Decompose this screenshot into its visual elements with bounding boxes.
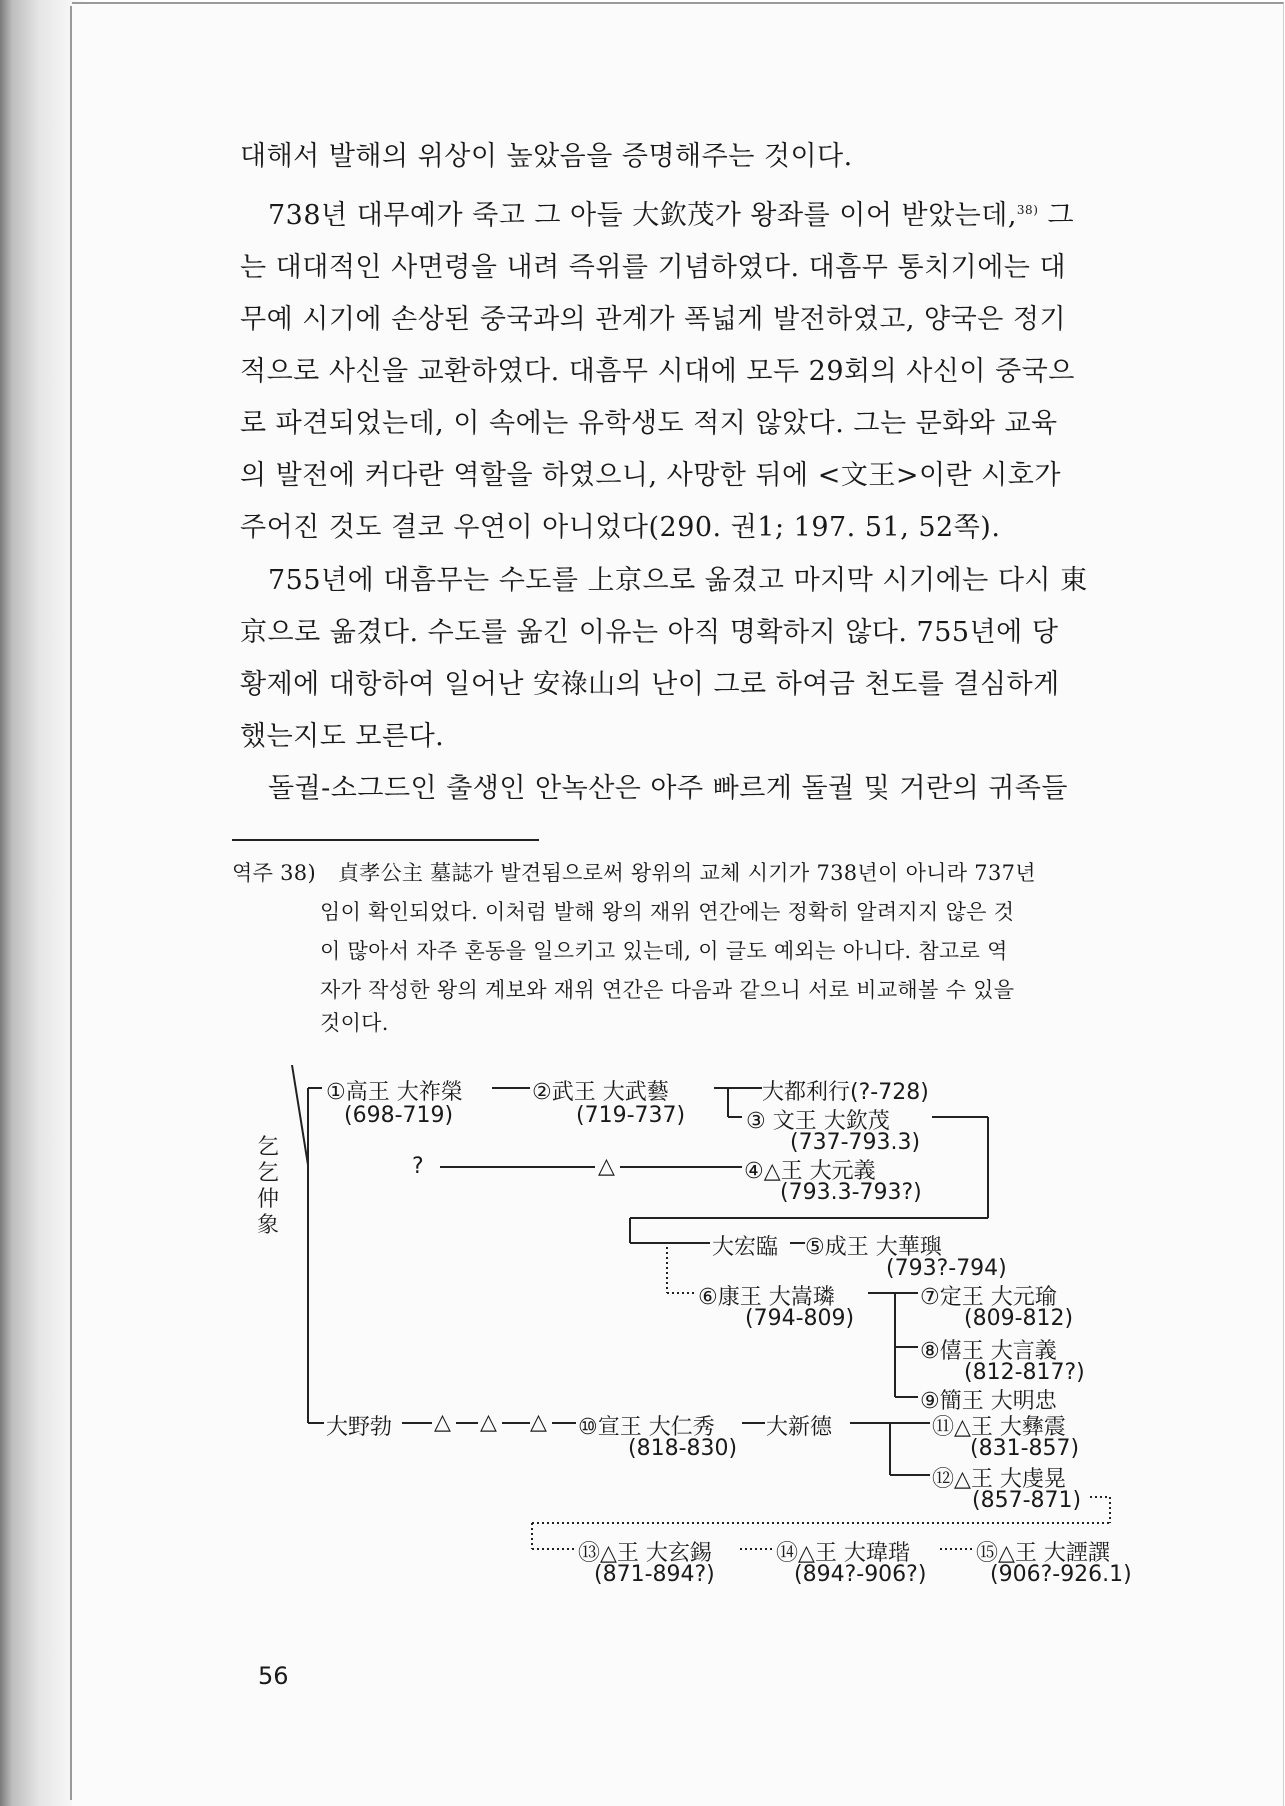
yabal: 大野勃 bbox=[326, 1415, 393, 1440]
king-7: ⑦定王 大元瑜 bbox=[920, 1285, 1057, 1310]
king-3: ③ 文王 大欽茂 bbox=[746, 1109, 890, 1134]
king-14-years: (894?-906?) bbox=[794, 1562, 927, 1587]
body-line-10: 京으로 옮겼다. 수도를 옮긴 이유는 아직 명확하지 않다. 755년에 당 bbox=[240, 617, 1059, 648]
page-number: 56 bbox=[258, 1662, 289, 1690]
footnote-line-5: 것이다. bbox=[320, 1011, 389, 1035]
king-12: ⑫△王 大虔晃 bbox=[932, 1467, 1066, 1492]
king-6-years: (794-809) bbox=[745, 1306, 855, 1331]
king-2-years: (719-737) bbox=[576, 1103, 686, 1128]
footnote-line-3: 이 많아서 자주 혼동을 일으키고 있는데, 이 글도 예외는 아니다. 참고로 역 bbox=[320, 939, 1008, 963]
king-5-years: (793?-794) bbox=[886, 1256, 1007, 1281]
king-10: ⑩宣王 大仁秀 bbox=[578, 1415, 715, 1440]
body-line-13: 돌궐-소그드인 출생인 안녹산은 아주 빠르게 돌궐 및 거란의 귀족들 bbox=[268, 773, 1068, 804]
body-line-2-text: 738년 대무예가 죽고 그 아들 大欽茂가 왕좌를 이어 받았는데, bbox=[268, 200, 1017, 231]
body-line-2 bbox=[268, 193, 1074, 232]
dudoli: 大都利行(?-728) bbox=[762, 1080, 929, 1105]
footnote-ref-38[interactable]: 38) bbox=[1016, 203, 1039, 217]
king-5: ⑤成王 大華璵 bbox=[805, 1235, 942, 1260]
footnote-line-2: 임이 확인되었다. 이처럼 발해 왕의 재위 연간에는 정확히 알려지지 않은 것 bbox=[320, 900, 1015, 924]
body-line-2-tail: 그 bbox=[1047, 200, 1075, 231]
body-line-7: 의 발전에 커다란 역할을 하였으니, 사망한 뒤에 <文王>이란 시호가 bbox=[240, 460, 1061, 491]
king-9: ⑨簡王 大明忠 bbox=[920, 1389, 1057, 1414]
root-link bbox=[292, 1065, 308, 1165]
unknown-ancestor: ? bbox=[412, 1154, 424, 1179]
daegoengnim: 大宏臨 bbox=[712, 1235, 779, 1260]
body-line-6: 로 파견되었는데, 이 속에는 유학생도 적지 않았다. 그는 문화와 교육 bbox=[240, 408, 1058, 439]
unknown-tri: △ bbox=[598, 1154, 615, 1179]
king-11: ⑪△王 大彝震 bbox=[932, 1415, 1066, 1440]
body-line-3: 는 대대적인 사면령을 내려 즉위를 기념하였다. 대흠무 통치기에는 대 bbox=[240, 252, 1067, 283]
king-11-years: (831-857) bbox=[970, 1436, 1080, 1461]
sindeok: 大新德 bbox=[766, 1415, 833, 1440]
yabal-tri-3: △ bbox=[530, 1410, 547, 1435]
footnote-line-4: 자가 작성한 왕의 계보와 재위 연간은 다음과 같으니 서로 비교해볼 수 있을 bbox=[320, 978, 1015, 1002]
king-3-years: (737-793.3) bbox=[790, 1130, 921, 1155]
yabal-tri-1: △ bbox=[434, 1410, 451, 1435]
king-8-years: (812-817?) bbox=[964, 1360, 1085, 1385]
king-4-years: (793.3-793?) bbox=[780, 1180, 922, 1205]
body-line-1: 대해서 발해의 위상이 높았음을 증명해주는 것이다. bbox=[240, 141, 853, 172]
body-line-8: 주어진 것도 결코 우연이 아니었다(290. 권1; 197. 51, 52쪽). bbox=[240, 512, 1001, 543]
footnote-label: 역주 38) bbox=[232, 861, 316, 885]
king-12-years: (857-871) bbox=[972, 1488, 1082, 1513]
yabal-tri-2: △ bbox=[480, 1410, 497, 1435]
body-line-4: 무예 시기에 손상된 중국과의 관계가 폭넓게 발전하였고, 양국은 정기 bbox=[240, 304, 1067, 335]
body-line-12: 했는지도 모른다. bbox=[240, 721, 445, 752]
king-10-years: (818-830) bbox=[628, 1436, 738, 1461]
king-14: ⑭△王 大瑋瑎 bbox=[776, 1541, 910, 1566]
root-ancestor: 乞 乞 仲 象 bbox=[256, 1135, 279, 1238]
footnote-rule bbox=[232, 839, 539, 841]
king-2: ②武王 大武藝 bbox=[532, 1080, 669, 1105]
footnote-line-1: 貞孝公主 墓誌가 발견됨으로써 왕위의 교체 시기가 738년이 아니라 737년 bbox=[338, 861, 1036, 885]
king-4: ④△王 大元義 bbox=[744, 1159, 876, 1184]
king-13-years: (871-894?) bbox=[594, 1562, 715, 1587]
king-1-years: (698-719) bbox=[344, 1103, 454, 1128]
genealogy-tree bbox=[240, 1065, 1170, 1605]
king-7-years: (809-812) bbox=[964, 1306, 1074, 1331]
body-line-5: 적으로 사신을 교환하였다. 대흠무 시대에 모두 29회의 사신이 중국으 bbox=[240, 356, 1075, 387]
body-line-9: 755년에 대흠무는 수도를 上京으로 옮겼고 마지막 시기에는 다시 東 bbox=[268, 565, 1088, 596]
king-13: ⑬△王 大玄錫 bbox=[578, 1541, 712, 1566]
king-8: ⑧僖王 大言義 bbox=[920, 1339, 1057, 1364]
body-line-11: 황제에 대항하여 일어난 安祿山의 난이 그로 하여금 천도를 결심하게 bbox=[240, 669, 1060, 700]
king-6: ⑥康王 大嵩璘 bbox=[698, 1285, 835, 1310]
king-15: ⑮△王 大諲譔 bbox=[976, 1541, 1110, 1566]
king-1: ①高王 大祚榮 bbox=[326, 1080, 463, 1105]
king-15-years: (906?-926.1) bbox=[990, 1562, 1132, 1587]
